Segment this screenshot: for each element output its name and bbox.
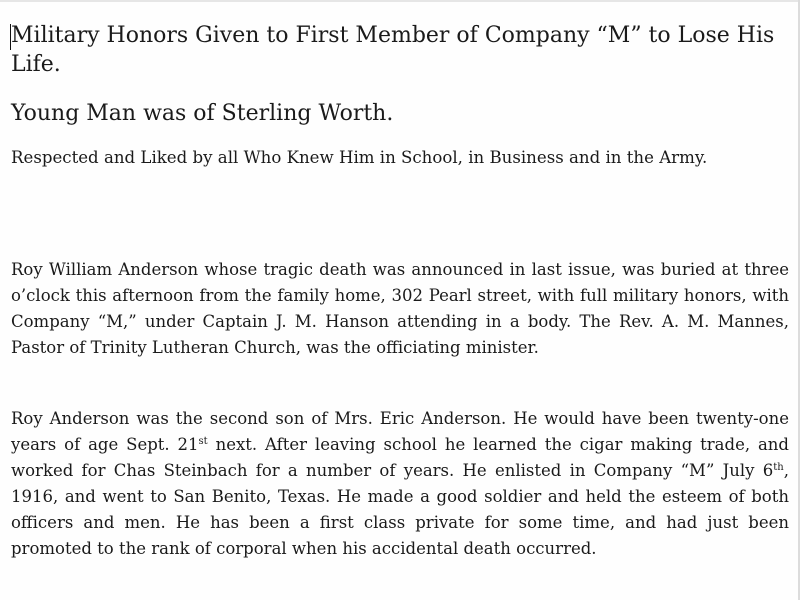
paragraph-text: next. After leaving school he learned the cigar making trade, and worked for Chas Steinbach for a number of years. He enlisted in Company “M” July 6	[11, 435, 789, 480]
ordinal-suffix: th	[773, 462, 784, 473]
paragraph-text: , 1916, and went to San Benito, Texas. He made a good soldier and held the esteem of both officers and men. He has been a first class private for some time, and had just been promoted to the rank of corporal when his accidental death occurred.	[11, 461, 789, 558]
article-paragraph	[11, 406, 789, 562]
article-paragraph: Roy William Anderson whose tragic death was announced in last issue, was buried at three o’clock this afternoon from the family home, 302 Pearl street, with full military honors, with Company “M,” under Captain J. M. Hanson attending in a body. The Rev. A. M. Mannes, Pastor of Trinity Lutheran Church, was the officiating minister.	[11, 260, 789, 357]
ordinal-suffix: st	[198, 436, 208, 447]
article-subheadline: Young Man was of Sterling Worth.	[11, 101, 394, 126]
paragraph-text: Roy Anderson was the second son of Mrs. Eric Anderson. He would have been twenty-one years of age Sept. 21	[11, 409, 789, 454]
top-divider	[0, 0, 800, 2]
article-deck: Respected and Liked by all Who Knew Him in School, in Business and in the Army.	[11, 148, 708, 167]
article-headline: Military Honors Given to First Member of Company “M” to Lose His Life.	[11, 23, 775, 77]
